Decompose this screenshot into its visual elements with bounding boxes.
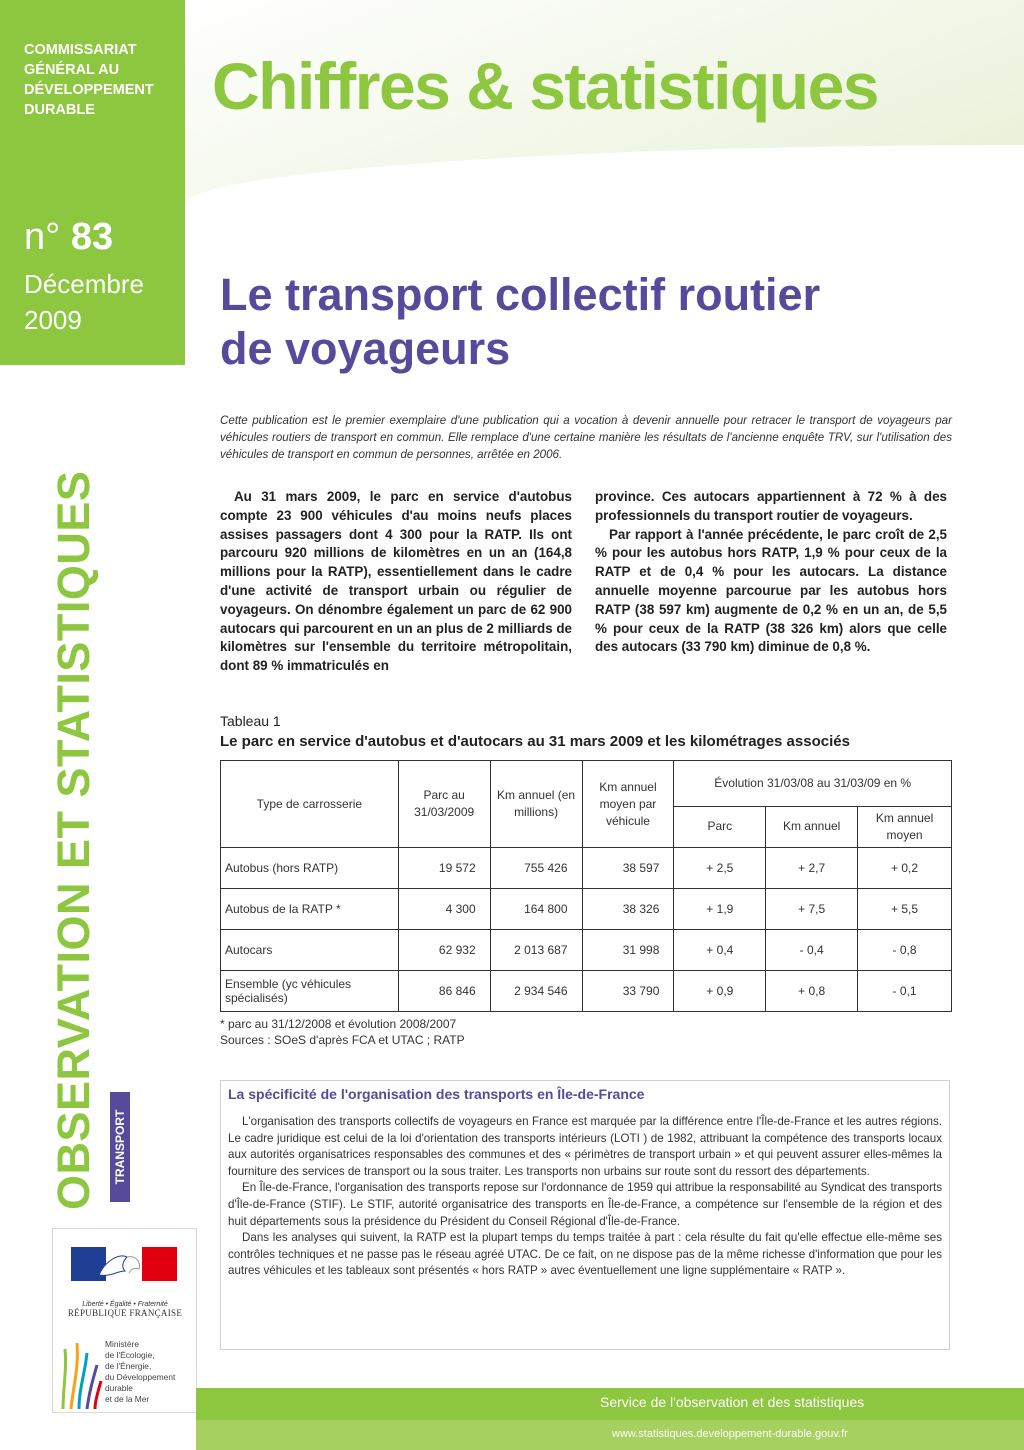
org-line: GÉNÉRAL AU (24, 62, 120, 78)
cell-km: 2 934 546 (490, 971, 582, 1012)
info-box-title: La spécificité de l'organisation des transports en Île-de-France (228, 1086, 645, 1102)
header-type: Type de carrosserie (221, 761, 399, 848)
cell-km-moyen: 33 790 (582, 971, 674, 1012)
title-line: de voyageurs (220, 323, 511, 374)
cell-parc: 86 846 (398, 971, 490, 1012)
cell-parc: 4 300 (398, 889, 490, 930)
cell-ev-parc: + 1,9 (674, 889, 766, 930)
cell-km: 164 800 (490, 889, 582, 930)
cell-ev-km-moyen: - 0,1 (858, 971, 952, 1012)
cell-parc: 62 932 (398, 930, 490, 971)
body-paragraph: province. Ces autocars appartiennent à 72 % à des professionnels du transport routier de voyageurs. (595, 489, 947, 523)
page-title (220, 268, 980, 376)
issue-month: Décembre (24, 269, 144, 299)
header-ev-parc: Parc (674, 806, 766, 847)
table-title: Le parc en service d'autobus et d'autocars au 31 mars 2009 et les kilométrages associés (220, 733, 850, 750)
org-line: DÉVELOPPEMENT (24, 82, 154, 98)
cell-km-moyen: 38 597 (582, 848, 674, 889)
table-row (221, 889, 952, 930)
ministry-logo-icon (57, 1329, 103, 1411)
cell-ev-km-moyen: + 5,5 (858, 889, 952, 930)
cell-ev-km: + 0,8 (766, 971, 858, 1012)
cell-parc: 19 572 (398, 848, 490, 889)
cell-type: Ensemble (yc véhicules spécialisés) (221, 971, 399, 1012)
side-title: OBSERVATION ET STATISTIQUES (48, 470, 99, 1210)
brand-title: Chiffres & statistiques (212, 49, 878, 123)
cell-ev-km-moyen: + 0,2 (858, 848, 952, 889)
cell-km: 755 426 (490, 848, 582, 889)
ministry-name: Ministère de l'Écologie, de l'Énergie, du Développement durable et de la Mer (105, 1339, 176, 1404)
cell-ev-km: + 7,5 (766, 889, 858, 930)
header-km: Km annuel (en millions) (490, 761, 582, 848)
cell-km-moyen: 38 326 (582, 889, 674, 930)
info-box-paragraph: Dans les analyses qui suivent, la RATP est la plupart temps du temps traitée à part : cela résulte du fait qu'elle effectue elle-même ses contrôles techniques et ne passe pas le réseau agréé UTAC. De ce fait, on ne dispose pas de la même richesse d'information que pour les autres véhicules et les tableaux sont présentés « hors RATP » avec éventuellement une ligne supplémentaire « RATP ». (228, 1231, 942, 1278)
republique-francaise-text (61, 1301, 189, 1318)
section-tag (110, 1092, 130, 1202)
cell-km-moyen: 31 998 (582, 930, 674, 971)
table-footnote: * parc au 31/12/2008 et évolution 2008/2007 (220, 1017, 457, 1031)
intro-paragraph: Cette publication est le premier exemplaire d'une publication qui a vocation à devenir annuelle pour retracer le transport de voyageurs par véhicules routiers de transport en commun. Elle remplace d'une certaine manière les résultats de l'ancienne enquête TRV, sur l'utilisation des véhicules de transport en commun de personnes, arrêtée en 2006. (220, 414, 952, 461)
body-paragraph: Par rapport à l'année précédente, le parc croît de 2,5 % pour les autobus hors RATP, 1,9 % pour ceux de la RATP et de 0,4 % pour les autocars. La distance annuelle moyenne parcourue par les autobus hors RATP (38 597 km) augmente de 0,2 % en un an, de 5,5 % pour ceux de la RATP (38 326 km) alors que celle des autocars (33 790 km) diminue de 0,8 %. (595, 526, 947, 655)
cell-type: Autocars (221, 930, 399, 971)
rf-motto: Liberté • Égalité • Fraternité (82, 1301, 168, 1308)
table-notes (220, 1016, 465, 1048)
info-box-paragraph: En Île-de-France, l'organisation des transports repose sur l'ordonnance de 1959 qui attribue la responsabilité au Syndicat des transports d'Île-de-France (STIF). Le STIF, autorité organisatrice des transports en Île-de-France, a compétence sur l'ensemble de la région et des huit départements sous la présidence du Président du Conseil Régional d'Île-de-France. (228, 1181, 942, 1228)
issue-year: 2009 (24, 305, 82, 335)
title-line: Le transport collectif routier (220, 269, 821, 320)
cell-ev-km: - 0,4 (766, 930, 858, 971)
body-column-right (595, 488, 947, 657)
table-header-row (221, 761, 952, 807)
cell-km: 2 013 687 (490, 930, 582, 971)
header-ev-km: Km annuel (766, 806, 858, 847)
issue-number (24, 216, 113, 259)
logo-area (52, 1228, 197, 1413)
table-row (221, 930, 952, 971)
header-km-moyen: Km annuel moyen par véhicule (582, 761, 674, 848)
info-box-paragraph: L'organisation des transports collectifs de voyageurs en France est marquée par la différence entre l'Île-de-France et les autres régions. Le cadre juridique est celui de la loi d'orientation des transports intérieurs (LOTI ) de 1982, attribuant la compétence des transports locaux aux autorités organisatrices responsables des communes et des « périmètres de transport urbain » et qui peuvent assurer elles-mêmes la fourniture des services de transport ou la sous traiter. Les transports non urbains sur route sont du ressort des départements. (228, 1115, 942, 1178)
issue-prefix: n° (24, 216, 61, 258)
cell-ev-km: + 2,7 (766, 848, 858, 889)
table-row (221, 971, 952, 1012)
table-label: Tableau 1 (220, 713, 281, 729)
cell-type: Autobus (hors RATP) (221, 848, 399, 889)
cell-ev-parc: + 2,5 (674, 848, 766, 889)
data-table (220, 760, 952, 1012)
cell-ev-parc: + 0,9 (674, 971, 766, 1012)
table-row (221, 848, 952, 889)
footer-url-link[interactable]: www.statistiques.developpement-durable.gouv.fr (612, 1428, 848, 1440)
header-parc: Parc au 31/03/2009 (398, 761, 490, 848)
cell-ev-km-moyen: - 0,8 (858, 930, 952, 971)
header-evolution: Évolution 31/03/08 au 31/03/09 en % (674, 761, 952, 807)
organization-name (24, 40, 184, 120)
body-column-left (220, 488, 572, 676)
cell-ev-parc: + 0,4 (674, 930, 766, 971)
cell-type: Autobus de la RATP * (221, 889, 399, 930)
issue-number-value: 83 (70, 216, 114, 258)
header-ev-km-moyen: Km annuel moyen (858, 806, 952, 847)
table-sources: Sources : SOeS d'après FCA et UTAC ; RATP (220, 1033, 465, 1047)
footer-bottom-bar (196, 1420, 1024, 1450)
marianne-logo-icon (71, 1247, 177, 1297)
info-box (220, 1080, 950, 1350)
org-line: DURABLE (24, 102, 95, 118)
org-line: COMMISSARIAT (24, 42, 137, 58)
footer-service-name: Service de l'observation et des statistiques (600, 1394, 865, 1410)
body-paragraph: Au 31 mars 2009, le parc en service d'autobus compte 23 900 véhicules d'au moins neufs places assises passagers dont 4 300 pour la RATP. Ils ont parcouru 920 millions de kilomètres en un an (164,8 millions pour la RATP), essentiellement dans le cadre d'une activité de transport urbain ou régulier de voyageurs. On dénombre également un parc de 62 900 autocars qui parcourent en un an plus de 2 milliards de kilomètres sur l'ensemble du territoire métropolitain, dont 89 % immatriculés en (220, 489, 572, 674)
rf-name: RÉPUBLIQUE FRANÇAISE (67, 1308, 183, 1318)
issue-date (24, 266, 174, 338)
section-tag-label: TRANSPORT (113, 1109, 127, 1185)
